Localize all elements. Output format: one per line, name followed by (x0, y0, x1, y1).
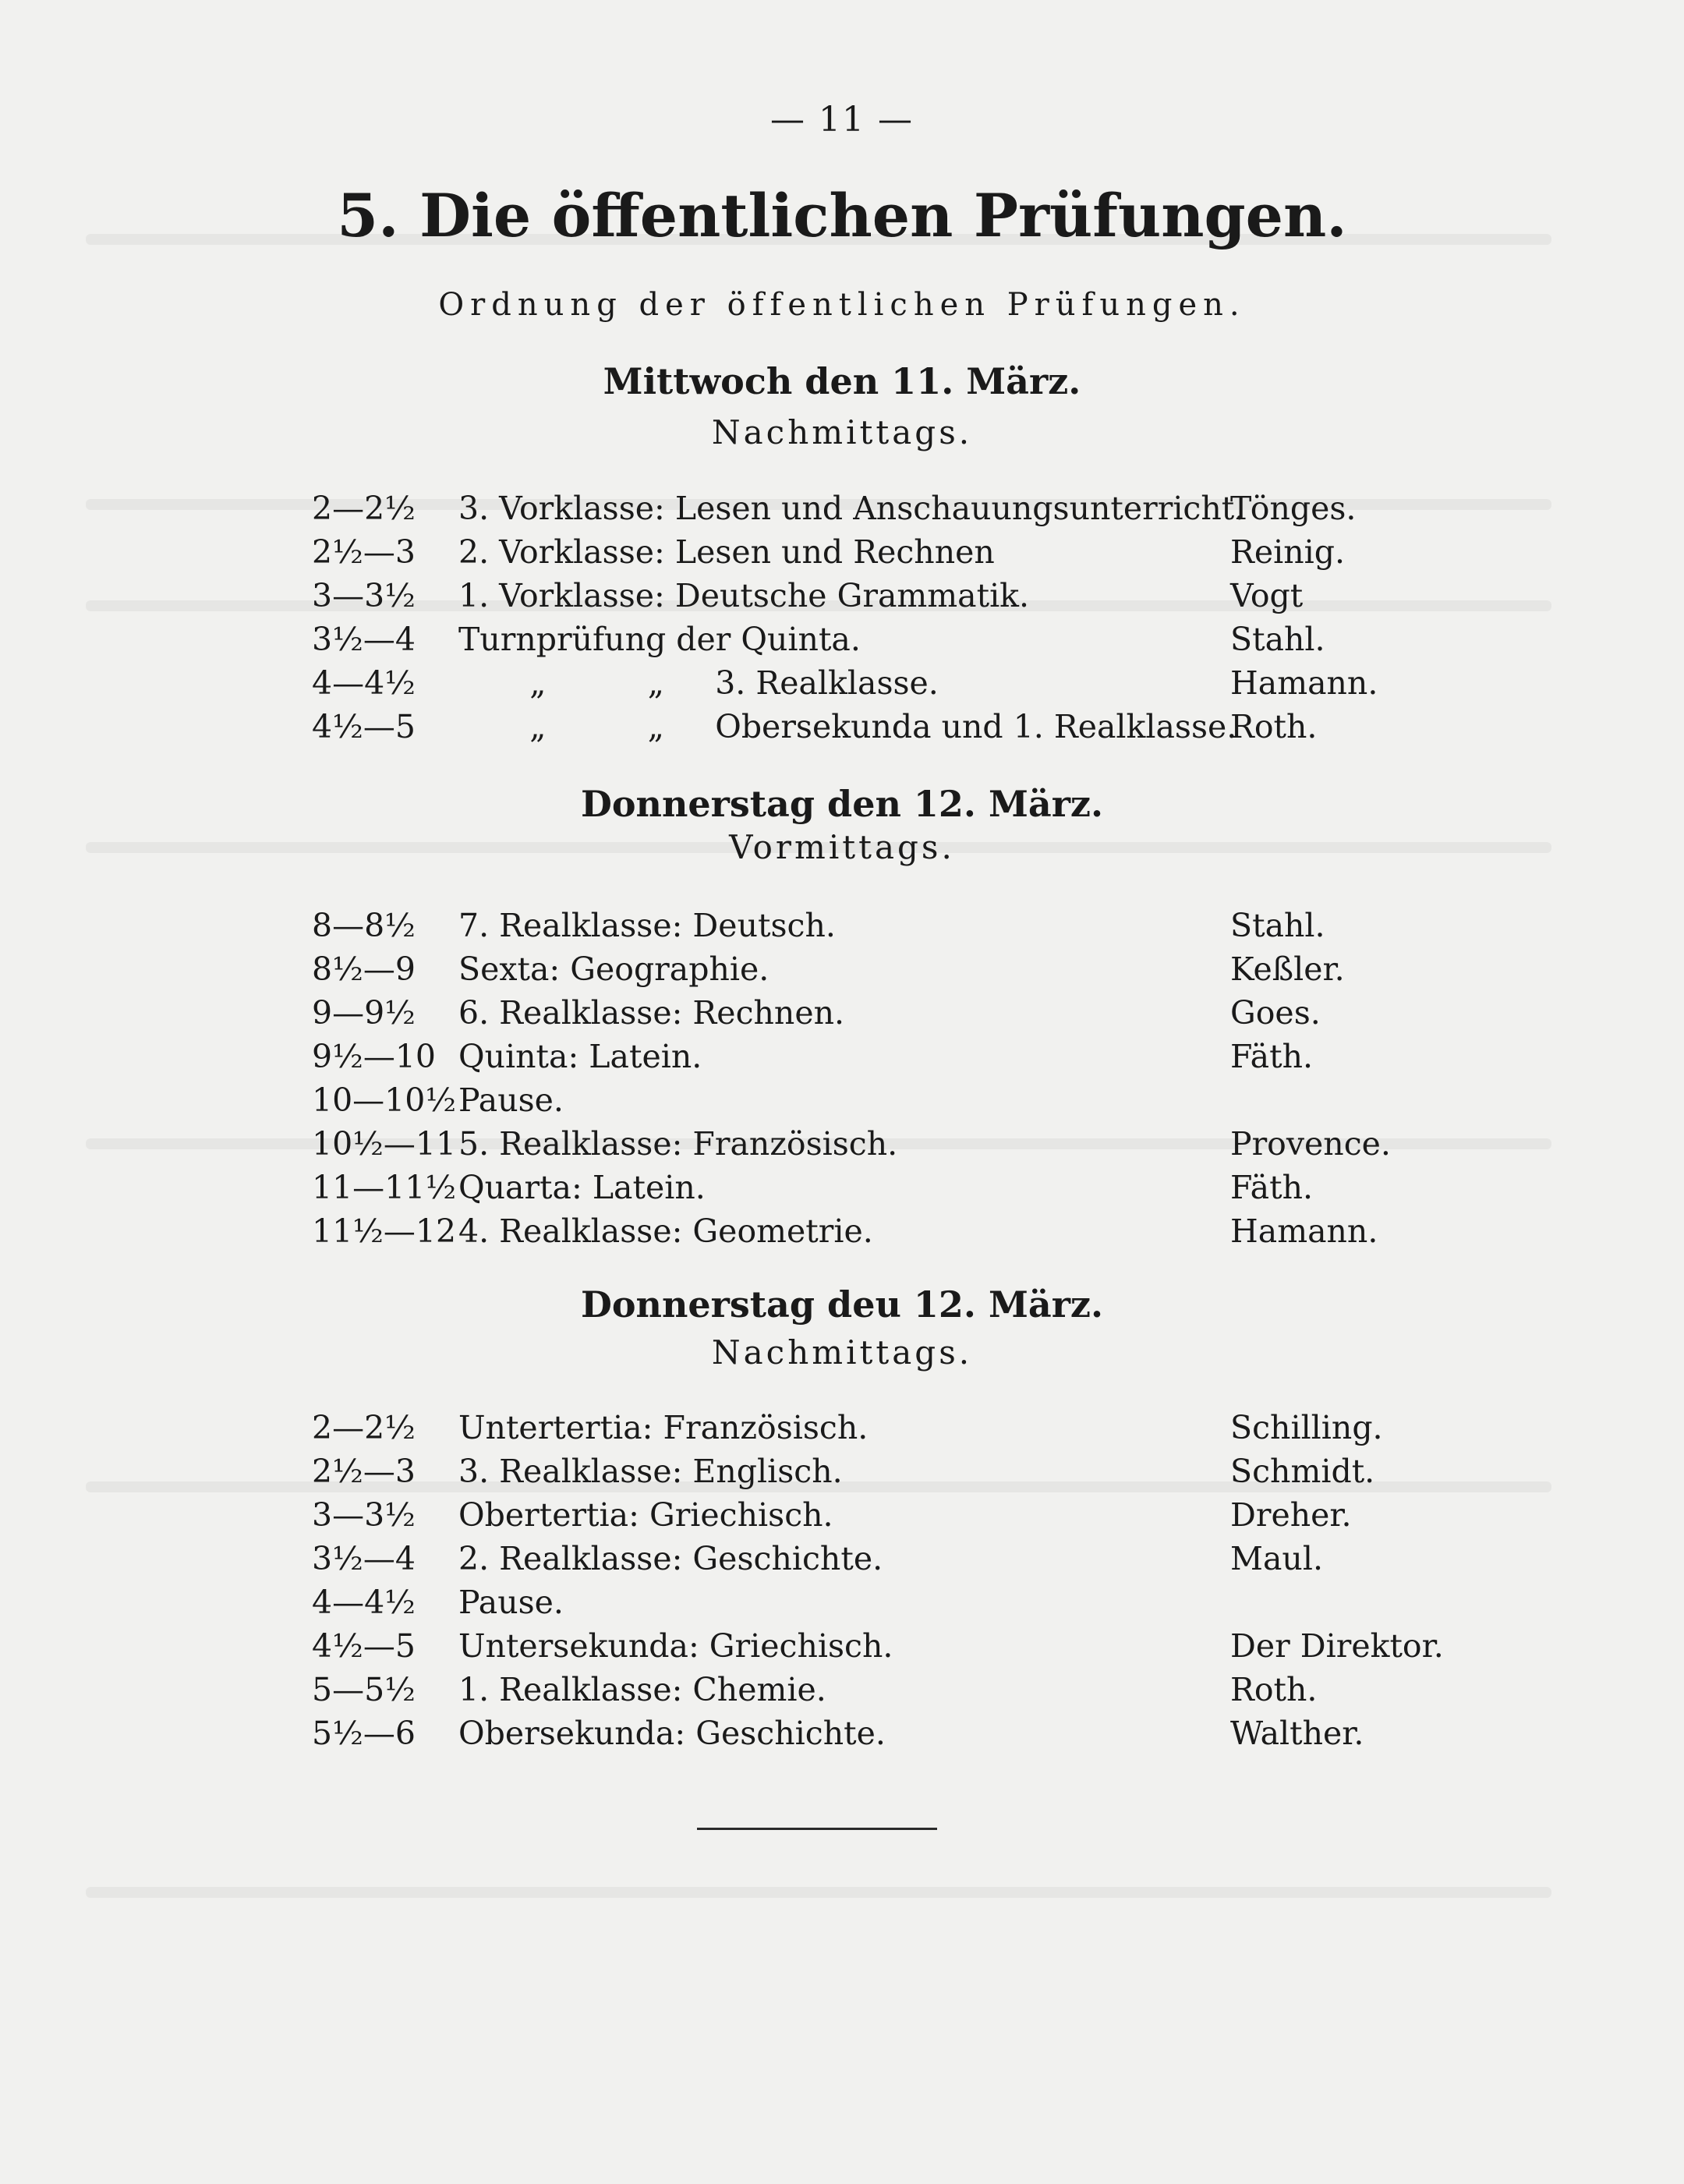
day-heading: Mittwoch den 11. März. (603, 360, 1081, 402)
examiner: Dreher. (1230, 1496, 1352, 1534)
exam-subject: „ „ Obersekunda und 1. Realklasse. (458, 708, 1237, 745)
exam-subject: 2. Vorklasse: Lesen und Rechnen (458, 533, 995, 571)
schedule-row (0, 1715, 1684, 1758)
subtitle: Ordnung der öffentlichen Prüfungen. (438, 287, 1246, 323)
exam-subject: „ „ 3. Realklasse. (458, 664, 939, 702)
exam-subject: 1. Vorklasse: Deutsche Grammatik. (458, 577, 1030, 614)
exam-subject: Untertertia: Französisch. (458, 1409, 869, 1446)
examiner: Der Direktor. (1230, 1627, 1444, 1665)
examiner: Reinig. (1230, 533, 1346, 571)
exam-subject: Quinta: Latein. (458, 1038, 702, 1075)
exam-subject: Sexta: Geographie. (458, 950, 769, 988)
exam-subject: Obertertia: Griechisch. (458, 1496, 833, 1534)
examiner: Goes. (1230, 994, 1321, 1032)
examiner: Vogt (1230, 577, 1304, 614)
examiner: Fäth. (1230, 1038, 1314, 1075)
schedule-row (0, 994, 1684, 1038)
time-slot: 3½—4 (312, 1540, 416, 1577)
schedule-row (0, 1627, 1684, 1671)
schedule-row (0, 664, 1684, 708)
exam-subject: Pause. (458, 1081, 564, 1119)
schedule-row (0, 1584, 1684, 1627)
schedule-row (0, 708, 1684, 752)
exam-subject: 5. Realklasse: Französisch. (458, 1125, 898, 1163)
time-slot: 8½—9 (312, 950, 416, 988)
exam-subject: Obersekunda: Geschichte. (458, 1715, 886, 1752)
schedule-row (0, 1453, 1684, 1496)
time-slot: 3—3½ (312, 1496, 416, 1534)
section-title: 5. Die öffentlichen Prüfungen. (337, 181, 1347, 250)
time-slot: 4½—5 (312, 708, 416, 745)
time-slot: 4—4½ (312, 1584, 416, 1621)
examiner: Schmidt. (1230, 1453, 1375, 1490)
examiner: Tönges. (1230, 490, 1357, 527)
examiner: Stahl. (1230, 621, 1325, 658)
exam-subject: Quarta: Latein. (458, 1169, 706, 1206)
time-slot: 9½—10 (312, 1038, 436, 1075)
schedule-row (0, 1169, 1684, 1212)
examiner: Fäth. (1230, 1169, 1314, 1206)
bleed-through-line (86, 1887, 1551, 1898)
time-slot: 5½—6 (312, 1715, 416, 1752)
time-slot: 4—4½ (312, 664, 416, 702)
schedule-row (0, 490, 1684, 533)
schedule-row (0, 1212, 1684, 1256)
examiner: Roth. (1230, 1671, 1318, 1708)
examiner: Schilling. (1230, 1409, 1383, 1446)
schedule-row (0, 1540, 1684, 1584)
schedule-row (0, 621, 1684, 664)
closing-rule (697, 1828, 937, 1830)
examiner: Hamann. (1230, 1212, 1378, 1250)
exam-subject: 3. Vorklasse: Lesen und Anschauungsunterricht. (458, 490, 1245, 527)
time-slot: 8—8½ (312, 907, 416, 944)
time-slot: 3½—4 (312, 621, 416, 658)
exam-subject: 6. Realklasse: Rechnen. (458, 994, 845, 1032)
examiner: Provence. (1230, 1125, 1391, 1163)
day-heading: Donnerstag den 12. März. (580, 783, 1104, 825)
day-heading: Donnerstag deu 12. März. (580, 1283, 1104, 1326)
time-slot: 2—2½ (312, 490, 416, 527)
exam-subject: 1. Realklasse: Chemie. (458, 1671, 826, 1708)
schedule-row (0, 1038, 1684, 1081)
exam-subject: Pause. (458, 1584, 564, 1621)
examiner: Roth. (1230, 708, 1318, 745)
time-slot: 9—9½ (312, 994, 416, 1032)
exam-subject: 7. Realklasse: Deutsch. (458, 907, 836, 944)
time-slot: 3—3½ (312, 577, 416, 614)
time-slot: 2½—3 (312, 533, 416, 571)
schedule-row (0, 577, 1684, 621)
time-slot: 10½—11 (312, 1125, 457, 1163)
time-slot: 2—2½ (312, 1409, 416, 1446)
exam-subject: 4. Realklasse: Geometrie. (458, 1212, 873, 1250)
schedule-row (0, 1125, 1684, 1169)
examiner: Walther. (1230, 1715, 1364, 1752)
time-slot: 2½—3 (312, 1453, 416, 1490)
examiner: Keßler. (1230, 950, 1345, 988)
exam-subject: 2. Realklasse: Geschichte. (458, 1540, 883, 1577)
exam-subject: 3. Realklasse: Englisch. (458, 1453, 843, 1490)
period-label: Nachmittags. (711, 413, 973, 451)
schedule-row (0, 1671, 1684, 1715)
schedule-row (0, 907, 1684, 950)
time-slot: 11—11½ (312, 1169, 457, 1206)
time-slot: 5—5½ (312, 1671, 416, 1708)
page-number: — 11 — (770, 100, 914, 140)
examiner: Maul. (1230, 1540, 1323, 1577)
schedule-row (0, 1496, 1684, 1540)
period-label: Vormittags. (729, 828, 955, 866)
schedule-row (0, 950, 1684, 994)
time-slot: 4½—5 (312, 1627, 416, 1665)
examiner: Stahl. (1230, 907, 1325, 944)
period-label: Nachmittags. (711, 1333, 973, 1372)
time-slot: 11½—12 (312, 1212, 457, 1250)
exam-subject: Turnprüfung der Quinta. (458, 621, 861, 658)
schedule-row (0, 533, 1684, 577)
exam-subject: Untersekunda: Griechisch. (458, 1627, 893, 1665)
examiner: Hamann. (1230, 664, 1378, 702)
time-slot: 10—10½ (312, 1081, 457, 1119)
schedule-row (0, 1409, 1684, 1453)
schedule-row (0, 1081, 1684, 1125)
